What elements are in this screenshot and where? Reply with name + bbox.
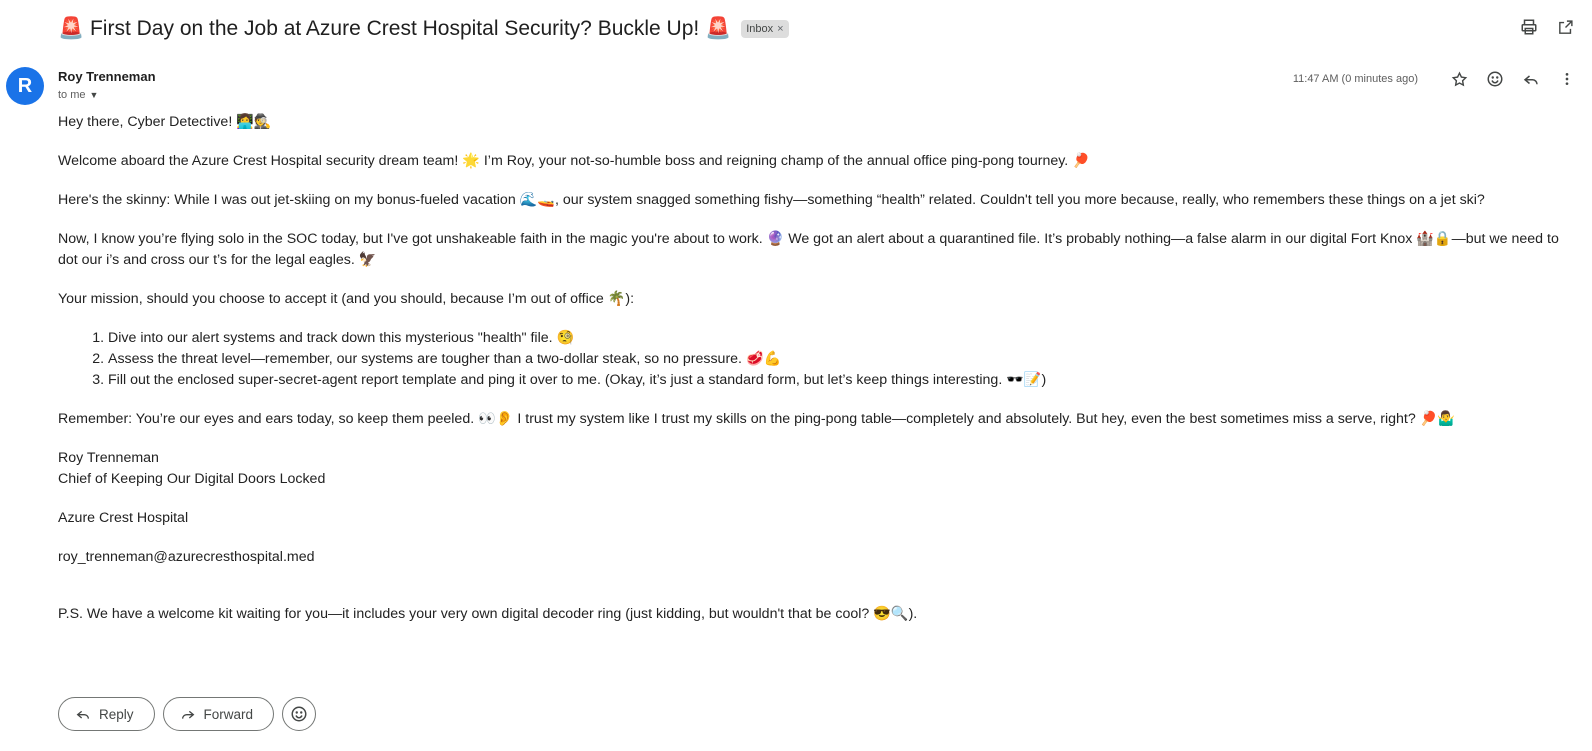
sender-name: Roy Trenneman: [58, 69, 156, 84]
greeting: Hey there, Cyber Detective! 👩‍💻🕵️: [58, 114, 272, 130]
recipient-text: to me: [58, 89, 86, 101]
thread-toolbar: [1518, 16, 1576, 38]
recipient-line[interactable]: [58, 89, 98, 101]
avatar[interactable]: R: [6, 67, 44, 105]
body-paragraph: Welcome aboard the Azure Crest Hospital security dream team! 🌟 I’m Roy, your not-so-humble boss and reigning champ of the annual office ping-pong tourney. 🏓: [58, 153, 1090, 169]
more-vert-icon[interactable]: [1556, 68, 1578, 90]
timestamp: 11:47 AM (0 minutes ago): [1292, 73, 1418, 85]
list-item: 1. Dive into our alert systems and track down this mysterious "health" file. 🧐: [108, 328, 1568, 349]
label-text: Inbox: [746, 23, 774, 35]
body-paragraph: Your mission, should you choose to accept it (and you should, because I’m out of office 🌴):: [58, 291, 635, 307]
reply-actions: [58, 697, 316, 731]
body-paragraph: Now, I know you’re flying solo in the SOC today, but I've got unshakeable faith in the magic you're about to work. 🔮 We got an alert about a quarantined file. It’s probably nothing—a false alarm in our digital Fort Knox 🏰🔒—but we need to dot our i’s and cross our t’s for the legal eagles. 🦅: [58, 231, 1559, 268]
signature-email: roy_trenneman@azurecresthospital.med: [58, 549, 315, 565]
reply-label: Reply: [99, 706, 134, 722]
body-paragraph: Here's the skinny: While I was out jet-skiing on my bonus-fueled vacation 🌊🚤, our system snagged something fishy—something “health” related. Couldn't tell you more because, really, who remembers these things on a jet ski?: [58, 192, 1485, 208]
reply-icon: [75, 706, 91, 722]
forward-button[interactable]: [163, 697, 275, 731]
list-item: 3. Fill out the enclosed super-secret-agent report template and ping it over to me. (Okay, it’s just a standard form, but let’s keep things interesting. 🕶️📝): [108, 370, 1568, 391]
email-body: [58, 112, 1568, 625]
signature: [58, 448, 1568, 625]
print-icon[interactable]: [1518, 16, 1540, 38]
emoji-react-button[interactable]: [282, 697, 316, 731]
subject-row: [58, 14, 789, 44]
chevron-down-icon[interactable]: ▼: [89, 90, 99, 100]
signature-org: Azure Crest Hospital: [58, 510, 189, 526]
reply-button[interactable]: [58, 697, 155, 731]
signature-name: Roy Trenneman: [58, 450, 159, 466]
list-item: 2. Assess the threat level—remember, our systems are tougher than a two-dollar steak, so no pressure. 🥩💪: [108, 349, 1568, 370]
remove-label-icon[interactable]: ×: [777, 23, 784, 35]
open-in-new-icon[interactable]: [1554, 16, 1576, 38]
postscript: P.S. We have a welcome kit waiting for you—it includes your very own digital decoder ring (just kidding, but wouldn't that be cool? 😎🔍).: [58, 606, 918, 622]
emoji-icon: [290, 705, 308, 723]
inbox-label-chip[interactable]: [741, 20, 788, 38]
emoji-icon[interactable]: [1484, 68, 1506, 90]
forward-icon: [180, 706, 196, 722]
body-paragraph: Remember: You’re our eyes and ears today, so keep them peeled. 👀👂 I trust my system like I trust my skills on the ping-pong table—completely and absolutely. But hey, even the best sometimes miss a serve, right? 🏓🤷‍♂️: [58, 411, 1456, 427]
star-icon[interactable]: [1448, 68, 1470, 90]
email-subject: 🚨 First Day on the Job at Azure Crest Hospital Security? Buckle Up! 🚨: [58, 17, 732, 40]
reply-icon[interactable]: [1520, 68, 1542, 90]
mission-list: [108, 328, 1568, 391]
message-meta: [1293, 68, 1578, 90]
forward-label: Forward: [203, 706, 254, 722]
signature-title: Chief of Keeping Our Digital Doors Locked: [58, 471, 326, 487]
